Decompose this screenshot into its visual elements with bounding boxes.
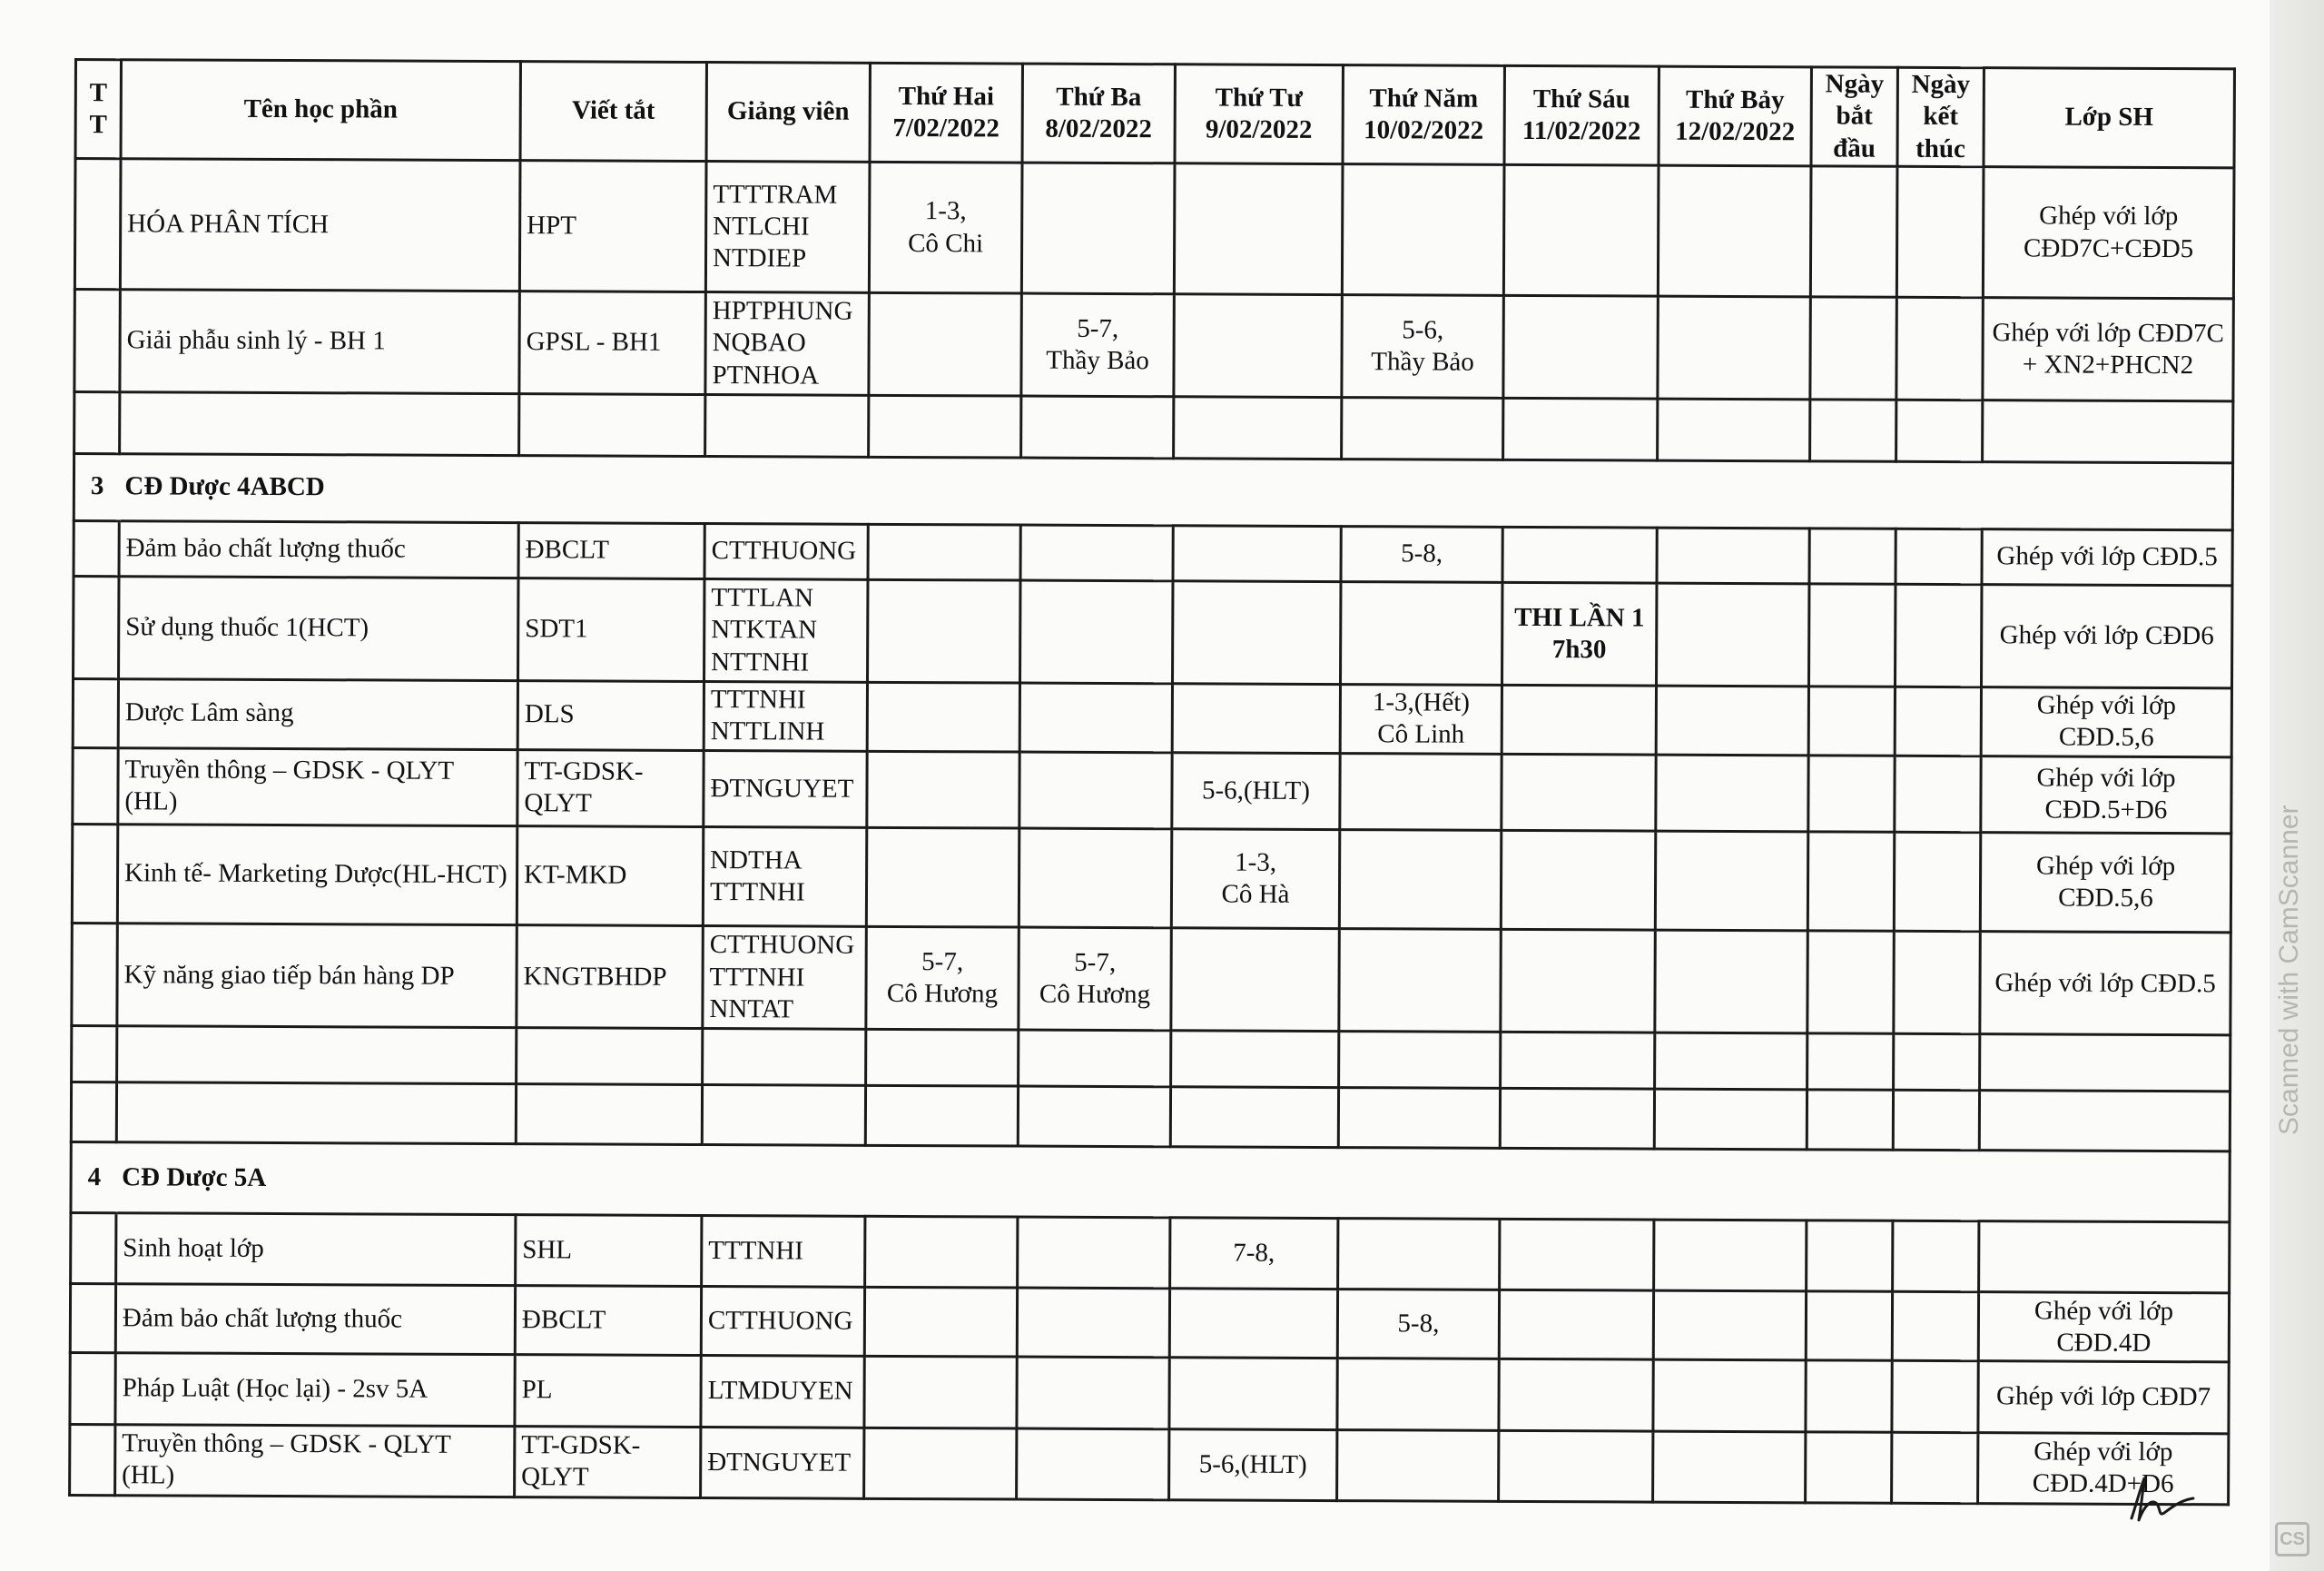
schedule-cell-mon bbox=[865, 1217, 1018, 1289]
class-group: Ghép với lớp CĐD7C + XN2+PHCN2 bbox=[1983, 298, 2233, 401]
empty-row bbox=[71, 1082, 2230, 1151]
group-number: 3 bbox=[74, 453, 119, 520]
group-number: 4 bbox=[71, 1142, 116, 1213]
header-course-name: Tên học phần bbox=[121, 60, 520, 161]
schedule-cell-tue bbox=[1019, 752, 1172, 829]
class-group: Ghép với lớp CĐD.5,6 bbox=[1981, 687, 2231, 756]
empty-cell bbox=[1501, 1033, 1655, 1090]
camscanner-logo-icon: CS bbox=[2275, 1522, 2309, 1556]
schedule-body bbox=[70, 159, 2234, 1505]
course-row bbox=[73, 678, 2231, 756]
schedule-cell-fri bbox=[1499, 1359, 1653, 1431]
schedule-cell-mon bbox=[864, 1288, 1017, 1358]
course-row bbox=[73, 747, 2231, 834]
class-group bbox=[1979, 1221, 2230, 1293]
course-name: Truyền thông – GDSK - QLYT (HL) bbox=[115, 1424, 515, 1497]
schedule-cell-thu: 5-6, Thầy Bảo bbox=[1342, 295, 1503, 398]
course-lecturer: TTTNHI bbox=[702, 1216, 865, 1288]
empty-cell bbox=[1810, 399, 1896, 460]
group-row bbox=[71, 1142, 2230, 1223]
empty-cell bbox=[1174, 396, 1342, 459]
page-edge bbox=[2270, 0, 2324, 1571]
course-lecturer: ĐTNGUYET bbox=[704, 750, 867, 827]
empty-cell bbox=[117, 1026, 517, 1084]
row-number bbox=[74, 159, 121, 290]
course-name: Kỹ năng giao tiếp bán hàng DP bbox=[117, 924, 517, 1028]
empty-cell bbox=[866, 1030, 1019, 1086]
schedule-cell-sat bbox=[1653, 1360, 1806, 1432]
end-date bbox=[1895, 585, 1981, 687]
schedule-cell-thu: 1-3,(Hết) Cô Linh bbox=[1340, 684, 1502, 754]
empty-cell bbox=[120, 391, 519, 455]
end-date bbox=[1894, 832, 1980, 932]
course-abbreviation: SHL bbox=[516, 1215, 702, 1287]
header-day-tue: Thứ Ba 8/02/2022 bbox=[1022, 64, 1175, 163]
end-date bbox=[1896, 166, 1984, 298]
empty-cell bbox=[517, 1028, 703, 1085]
schedule-cell-thu: 5-8, bbox=[1341, 526, 1502, 583]
schedule-cell-sat bbox=[1656, 686, 1808, 756]
schedule-cell-thu bbox=[1338, 1219, 1500, 1290]
end-date bbox=[1896, 297, 1983, 400]
schedule-cell-thu bbox=[1339, 830, 1501, 930]
schedule-cell-wed: 5-6,(HLT) bbox=[1169, 1428, 1337, 1500]
course-name: Kinh tế- Marketing Dược(HL-HCT) bbox=[117, 825, 517, 925]
schedule-cell-mon bbox=[868, 524, 1020, 580]
end-date bbox=[1892, 1432, 1978, 1504]
empty-cell bbox=[1342, 397, 1503, 459]
empty-cell bbox=[116, 1082, 516, 1144]
empty-row bbox=[72, 1026, 2230, 1092]
schedule-cell-mon bbox=[868, 580, 1020, 683]
course-name: Đảm bảo chất lượng thuốc bbox=[119, 520, 518, 578]
empty-cell bbox=[519, 393, 705, 456]
course-name: HÓA PHÂN TÍCH bbox=[120, 159, 520, 291]
course-row bbox=[74, 159, 2234, 299]
course-abbreviation: PL bbox=[515, 1355, 701, 1427]
empty-cell bbox=[1500, 1089, 1654, 1150]
start-date bbox=[1806, 1431, 1892, 1503]
schedule-cell-tue bbox=[1017, 1289, 1169, 1359]
schedule-cell-wed bbox=[1174, 163, 1343, 295]
course-row bbox=[72, 924, 2230, 1036]
empty-cell bbox=[865, 1085, 1018, 1146]
start-date bbox=[1807, 832, 1894, 932]
schedule-cell-wed bbox=[1169, 1289, 1337, 1359]
start-date bbox=[1810, 166, 1897, 298]
empty-cell bbox=[1807, 1033, 1894, 1090]
schedule-cell-wed: 1-3, Cô Hà bbox=[1171, 829, 1339, 929]
schedule-cell-tue: 5-7, Cô Hương bbox=[1019, 927, 1171, 1031]
row-number bbox=[70, 1353, 115, 1424]
schedule-cell-sat bbox=[1657, 583, 1809, 686]
course-row bbox=[74, 577, 2232, 688]
schedule-cell-thu bbox=[1342, 164, 1504, 296]
empty-cell bbox=[1338, 1088, 1500, 1149]
class-group: Ghép với lớp CĐD6 bbox=[1981, 585, 2231, 688]
course-name: Giải phẫu sinh lý - BH 1 bbox=[120, 290, 519, 393]
course-row bbox=[71, 1213, 2230, 1294]
course-lecturer: HPTPHUNG NQBAO PTNHOA bbox=[705, 292, 869, 395]
schedule-cell-wed bbox=[1172, 683, 1340, 753]
schedule-cell-wed bbox=[1173, 581, 1341, 684]
empty-cell bbox=[1503, 398, 1658, 460]
schedule-cell-thu bbox=[1340, 753, 1502, 830]
schedule-cell-sat bbox=[1658, 165, 1811, 297]
end-date bbox=[1892, 1361, 1978, 1433]
course-abbreviation: ĐBCLT bbox=[515, 1286, 701, 1356]
schedule-cell-mon bbox=[864, 1428, 1017, 1499]
course-abbreviation: HPT bbox=[519, 161, 706, 292]
schedule-cell-thu bbox=[1339, 929, 1501, 1033]
empty-cell bbox=[1893, 1090, 1979, 1150]
start-date bbox=[1807, 1220, 1893, 1292]
row-number bbox=[74, 577, 119, 679]
header-day-sat: Thứ Bảy 12/02/2022 bbox=[1659, 66, 1811, 166]
empty-cell bbox=[1018, 1086, 1170, 1147]
row-number bbox=[73, 678, 118, 747]
schedule-table bbox=[68, 58, 2236, 1506]
schedule-cell-fri bbox=[1502, 527, 1657, 584]
schedule-cell-sat bbox=[1656, 755, 1808, 832]
schedule-cell-fri bbox=[1503, 296, 1658, 399]
empty-cell bbox=[71, 1082, 116, 1142]
schedule-cell-thu bbox=[1337, 1359, 1499, 1430]
empty-cell bbox=[702, 1085, 865, 1146]
course-abbreviation: SDT1 bbox=[518, 578, 704, 681]
schedule-cell-tue bbox=[1019, 683, 1172, 753]
schedule-cell-wed bbox=[1173, 525, 1341, 582]
header-abbreviation: Viết tắt bbox=[520, 62, 706, 162]
class-group: Ghép với lớp CĐD.4D bbox=[1978, 1292, 2229, 1362]
course-lecturer: TTTNHI NTTLINH bbox=[704, 681, 867, 751]
course-lecturer: CTTHUONG bbox=[701, 1287, 864, 1357]
schedule-cell-thu: 5-8, bbox=[1337, 1289, 1499, 1359]
schedule-cell-wed bbox=[1174, 294, 1342, 397]
start-date bbox=[1809, 528, 1896, 584]
empty-cell bbox=[1896, 400, 1983, 461]
row-number bbox=[73, 747, 118, 825]
group-row bbox=[74, 453, 2232, 529]
header-class-group: Lớp SH bbox=[1984, 68, 2234, 168]
empty-cell bbox=[1170, 1087, 1338, 1148]
course-abbreviation: DLS bbox=[517, 680, 704, 750]
row-number bbox=[70, 1424, 115, 1496]
empty-cell bbox=[1658, 399, 1810, 461]
row-number bbox=[71, 1213, 116, 1284]
empty-cell bbox=[703, 1029, 866, 1086]
end-date bbox=[1896, 529, 1982, 585]
empty-cell bbox=[869, 395, 1021, 458]
schedule-cell-mon bbox=[864, 1357, 1017, 1428]
course-abbreviation: GPSL - BH1 bbox=[519, 291, 705, 394]
schedule-cell-thu bbox=[1341, 582, 1502, 685]
course-name: Sử dụng thuốc 1(HCT) bbox=[119, 577, 518, 680]
empty-cell bbox=[516, 1084, 702, 1145]
row-number bbox=[72, 825, 117, 924]
class-group: Ghép với lớp CĐD7C+CĐD5 bbox=[1983, 167, 2234, 299]
schedule-cell-fri bbox=[1501, 930, 1655, 1033]
course-name: Sinh hoạt lớp bbox=[116, 1213, 516, 1286]
camscanner-watermark: Scanned with CamScanner bbox=[2274, 805, 2304, 1135]
course-row bbox=[74, 520, 2232, 586]
end-date bbox=[1895, 756, 1981, 833]
header-end-date: Ngày kết thúc bbox=[1897, 67, 1984, 167]
empty-cell bbox=[1807, 1090, 1893, 1150]
course-name: Dược Lâm sàng bbox=[118, 678, 517, 749]
schedule-cell-sat bbox=[1655, 831, 1807, 931]
schedule-cell-fri bbox=[1502, 754, 1656, 831]
class-group: Ghép với lớp CĐD.5,6 bbox=[1980, 833, 2230, 933]
end-date bbox=[1893, 1221, 1979, 1293]
signature-mark bbox=[2124, 1471, 2197, 1526]
course-name: Pháp Luật (Học lại) - 2sv 5A bbox=[115, 1353, 515, 1426]
schedule-cell-mon bbox=[869, 293, 1021, 396]
course-lecturer: TTTLAN NTKTAN NTTNHI bbox=[704, 579, 868, 682]
start-date bbox=[1806, 1360, 1892, 1432]
schedule-cell-sat bbox=[1657, 528, 1809, 584]
empty-cell bbox=[1171, 1031, 1339, 1088]
course-lecturer: NDTHA TTTNHI bbox=[703, 827, 866, 927]
empty-cell bbox=[1979, 1091, 2230, 1151]
empty-cell bbox=[1980, 1034, 2230, 1092]
start-date bbox=[1807, 931, 1894, 1034]
header-start-date: Ngày bắt đầu bbox=[1811, 67, 1897, 167]
header-day-fri: Thứ Sáu 11/02/2022 bbox=[1504, 65, 1659, 165]
schedule-cell-mon: 1-3, Cô Chi bbox=[869, 162, 1022, 293]
course-lecturer: TTTTRAM NTLCHI NTDIEP bbox=[705, 162, 870, 293]
schedule-cell-wed: 5-6,(HLT) bbox=[1172, 752, 1340, 829]
schedule-cell-fri bbox=[1501, 830, 1655, 930]
row-number bbox=[74, 520, 119, 577]
course-row bbox=[70, 1284, 2229, 1362]
course-row bbox=[74, 290, 2233, 401]
schedule-cell-wed: 7-8, bbox=[1170, 1218, 1338, 1289]
course-row bbox=[70, 1353, 2229, 1434]
header-day-wed: Thứ Tư 9/02/2022 bbox=[1175, 64, 1343, 164]
empty-cell bbox=[74, 391, 120, 453]
course-lecturer: CTTHUONG TTTNHI NNTAT bbox=[703, 926, 866, 1030]
schedule-cell-tue bbox=[1020, 580, 1173, 683]
header-tt: T T bbox=[75, 60, 121, 159]
empty-cell bbox=[72, 1026, 117, 1082]
schedule-cell-fri: THI LẦN 1 7h30 bbox=[1502, 583, 1657, 686]
schedule-cell-tue bbox=[1017, 1357, 1169, 1428]
empty-cell bbox=[1654, 1089, 1807, 1150]
schedule-cell-wed bbox=[1169, 1358, 1337, 1429]
start-date bbox=[1809, 584, 1896, 687]
start-date bbox=[1808, 687, 1895, 756]
class-group: Ghép với lớp CĐD.5 bbox=[1980, 932, 2230, 1035]
schedule-cell-sat bbox=[1653, 1291, 1806, 1361]
schedule-cell-tue bbox=[1020, 525, 1173, 581]
schedule-cell-sat bbox=[1654, 1220, 1807, 1291]
course-row bbox=[70, 1424, 2229, 1505]
schedule-cell-mon: 5-7, Cô Hương bbox=[866, 926, 1019, 1030]
header-day-thu: Thứ Năm 10/02/2022 bbox=[1343, 65, 1504, 165]
schedule-cell-tue: 5-7, Thầy Bảo bbox=[1021, 293, 1174, 396]
schedule-cell-tue bbox=[1021, 163, 1175, 294]
schedule-cell-mon bbox=[867, 751, 1019, 828]
class-group: Ghép với lớp CĐD.5+D6 bbox=[1981, 756, 2231, 834]
course-abbreviation: KT-MKD bbox=[517, 826, 703, 926]
start-date bbox=[1808, 755, 1895, 832]
group-title: CĐ Dược 4ABCD bbox=[119, 453, 2232, 529]
empty-cell bbox=[1894, 1034, 1980, 1091]
header-day-mon: Thứ Hai 7/02/2022 bbox=[870, 63, 1022, 163]
schedule-cell-mon bbox=[866, 827, 1019, 927]
schedule-cell-sat bbox=[1653, 1431, 1806, 1503]
schedule-cell-fri bbox=[1499, 1430, 1653, 1502]
row-number bbox=[72, 924, 117, 1026]
empty-cell bbox=[1019, 1030, 1171, 1086]
start-date bbox=[1810, 297, 1896, 400]
course-abbreviation: TT-GDSK- QLYT bbox=[517, 749, 704, 826]
empty-cell bbox=[1655, 1033, 1807, 1089]
course-abbreviation: KNGTBHDP bbox=[517, 925, 703, 1029]
schedule-cell-mon bbox=[867, 682, 1019, 752]
schedule-cell-fri bbox=[1503, 164, 1659, 296]
schedule-cell-fri bbox=[1499, 1290, 1653, 1360]
course-lecturer: CTTHUONG bbox=[704, 523, 868, 580]
empty-cell bbox=[705, 394, 869, 457]
course-abbreviation: ĐBCLT bbox=[518, 522, 704, 579]
end-date bbox=[1894, 931, 1980, 1034]
empty-row bbox=[74, 391, 2233, 462]
schedule-cell-sat bbox=[1655, 930, 1807, 1033]
schedule-cell-wed bbox=[1171, 928, 1339, 1032]
course-row bbox=[72, 825, 2230, 933]
schedule-cell-sat bbox=[1658, 296, 1810, 399]
header-lecturer: Giảng viên bbox=[706, 63, 870, 163]
schedule-cell-thu bbox=[1337, 1429, 1499, 1501]
empty-cell bbox=[1339, 1032, 1501, 1089]
schedule-cell-fri bbox=[1500, 1220, 1654, 1291]
class-group: Ghép với lớp CĐD.4D+D6 bbox=[1978, 1432, 2229, 1505]
row-number bbox=[74, 290, 120, 392]
row-number bbox=[70, 1284, 115, 1353]
start-date bbox=[1806, 1291, 1892, 1360]
class-group: Ghép với lớp CĐD7 bbox=[1978, 1361, 2229, 1433]
end-date bbox=[1892, 1292, 1978, 1361]
schedule-cell-fri bbox=[1502, 685, 1656, 755]
end-date bbox=[1895, 687, 1981, 756]
empty-cell bbox=[1021, 396, 1174, 459]
schedule-cell-tue bbox=[1018, 1217, 1170, 1289]
course-name: Truyền thông – GDSK - QLYT (HL) bbox=[118, 747, 517, 825]
schedule-cell-tue bbox=[1017, 1428, 1169, 1500]
course-abbreviation: TT-GDSK- QLYT bbox=[515, 1426, 701, 1497]
group-title: CĐ Dược 5A bbox=[116, 1142, 2230, 1222]
course-name: Đảm bảo chất lượng thuốc bbox=[115, 1284, 515, 1355]
course-lecturer: ĐTNGUYET bbox=[701, 1427, 864, 1498]
schedule-cell-tue bbox=[1019, 828, 1171, 928]
class-group: Ghép với lớp CĐD.5 bbox=[1982, 529, 2232, 586]
header-row bbox=[75, 60, 2234, 168]
course-lecturer: LTMDUYEN bbox=[701, 1356, 864, 1428]
empty-cell bbox=[1983, 400, 2233, 462]
